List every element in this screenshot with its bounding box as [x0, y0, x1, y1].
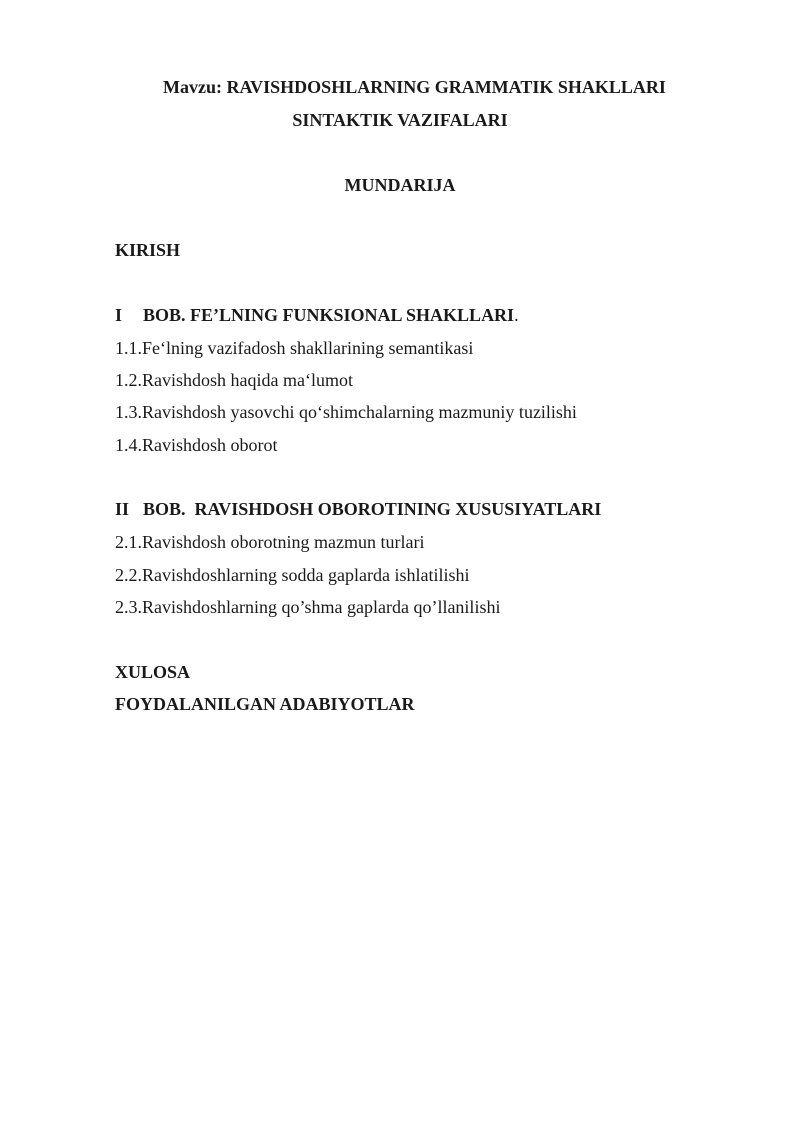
- toc-references: FOYDALANILGAN ADABIYOTLAR: [115, 694, 415, 714]
- toc-item-text: Ravishdosh yasovchi qo‘shimchalarning mazmuniy tuzilishi: [142, 402, 577, 422]
- toc-item-text: Ravishdosh oborotning mazmun turlari: [142, 532, 425, 552]
- chapter-2-title: BOB. RAVISHDOSH OBOROTINING XUSUSIYATLARI: [143, 499, 602, 519]
- chapter-1-numeral: I: [115, 305, 123, 325]
- title-line-1: Mavzu: RAVISHDOSHLARNING GRAMMATIK SHAKLLARI: [163, 77, 666, 97]
- toc-item-number: 1.2.: [115, 370, 142, 390]
- chapter-1-title: BOB. FE’LNING FUNKSIONAL SHAKLLARI: [143, 305, 515, 325]
- toc-item-number: 1.4.: [115, 435, 142, 455]
- toc-item-text: Ravishdosh oborot: [142, 435, 278, 455]
- toc-item-number: 2.2.: [115, 565, 142, 585]
- toc-conclusion: XULOSA: [115, 662, 191, 682]
- toc-item: [115, 564, 469, 586]
- toc-chapter-2-heading: [115, 498, 601, 520]
- toc-chapter-1-heading: [115, 304, 519, 326]
- toc-item-text: Fe‘lning vazifadosh shakllarining semantikasi: [142, 338, 474, 358]
- toc-item-text: Ravishdosh haqida ma‘lumot: [142, 370, 353, 390]
- toc-item: [115, 596, 500, 618]
- toc-item: [115, 369, 353, 391]
- toc-intro: KIRISH: [115, 240, 181, 260]
- toc-item: [115, 337, 473, 359]
- title-line-2: SINTAKTIK VAZIFALARI: [292, 110, 508, 130]
- toc-item-number: 1.3.: [115, 402, 142, 422]
- toc-item-number: 2.1.: [115, 532, 142, 552]
- toc-item-number: 1.1.: [115, 338, 142, 358]
- chapter-2-numeral: II: [115, 499, 130, 519]
- contents-heading: MUNDARIJA: [344, 175, 456, 195]
- toc-item: [115, 401, 577, 423]
- toc-item-number: 2.3.: [115, 597, 142, 617]
- chapter-1-period: .: [514, 305, 519, 325]
- toc-item: [115, 434, 278, 456]
- toc-item-text: Ravishdoshlarning sodda gaplarda ishlatilishi: [142, 565, 470, 585]
- toc-item-text: Ravishdoshlarning qo’shma gaplarda qo’llanilishi: [142, 597, 501, 617]
- toc-item: [115, 531, 424, 553]
